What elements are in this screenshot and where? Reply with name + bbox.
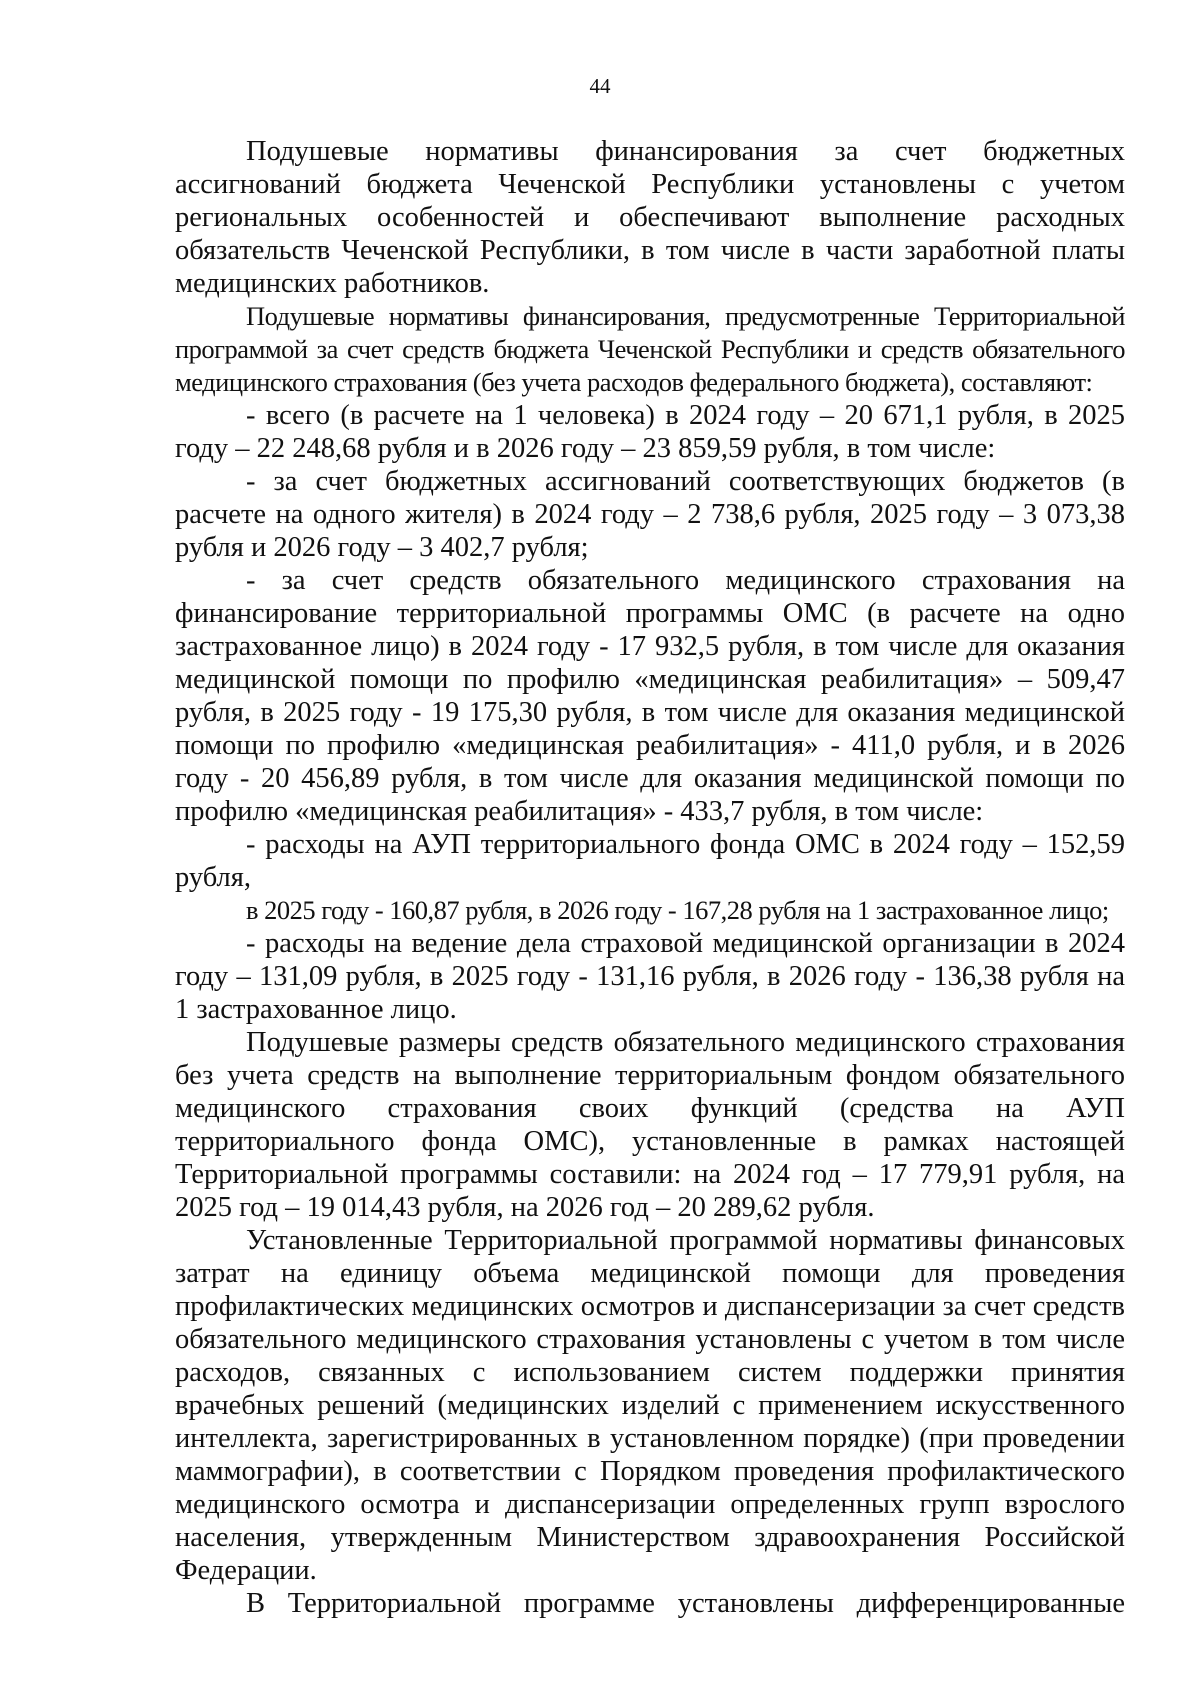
paragraph-per-capita-oms-sizes: Подушевые размеры средств обязательного медицинского страхования без учета средств на выполнение территориальным фондом обязательного медицинского страхования своих функций (средства на АУП территориального фонда ОМС), установленные в рамках настоящей Территориальной программы составили: на 2024 год – 17 779,91 рубля, на 2025 год – 19 014,43 рубля, на 2026 год – 20 289,62 рубля. bbox=[175, 1027, 1125, 1223]
paragraph-financing-norms-composition: Подушевые нормативы финансирования, предусмотренные Территориальной программой за счет средств бюджета Чеченской Республики и средств обязательного медицинского страхования (без учета расходов федерального бюджета), составляют: bbox=[175, 301, 1125, 397]
paragraph-oms-funds: - за счет средств обязательного медицинского страхования на финансирование территориальной программы ОМС (в расчете на одно застрахованное лицо) в 2024 году - 17 932,5 рубля, в том числе для оказания медицинской помощи по профилю «медицинская реабилитация» – 509,47 рубля, в 2025 году - 19 175,30 рубля, в том числе для оказания медицинской помощи по профилю «медицинская реабилитация» - 411,0 рубля, и в 2026 году - 20 456,89 рубля, в том числе для оказания медицинской помощи по профилю «медицинская реабилитация» - 433,7 рубля, в том числе: bbox=[175, 565, 1125, 827]
document-body bbox=[175, 135, 1125, 1620]
paragraph-aup-expenses-continued: в 2025 году - 160,87 рубля, в 2026 году - 167,28 рубля на 1 застрахованное лицо; bbox=[246, 895, 1109, 925]
paragraph-financing-norms-intro: Подушевые нормативы финансирования за счет бюджетных ассигнований бюджета Чеченской Республики установлены с учетом региональных особенностей и обеспечивают выполнение расходных обязательств Чеченской Республики, в том числе в части заработной платы медицинских работников. bbox=[175, 136, 1125, 299]
paragraph-total-per-person: - всего (в расчете на 1 человека) в 2024 году – 20 671,1 рубля, в 2025 году – 22 248,68 рубля и в 2026 году – 23 859,59 рубля, в том числе: bbox=[175, 400, 1125, 464]
paragraph-budget-allocations: - за счет бюджетных ассигнований соответствующих бюджетов (в расчете на одного жителя) в 2024 году – 2 738,6 рубля, 2025 году – 3 073,38 рубля и 2026 году – 3 402,7 рубля; bbox=[175, 466, 1125, 563]
paragraph-insurance-org-expenses: - расходы на ведение дела страховой медицинской организации в 2024 году – 131,09 рубля, в 2025 году - 131,16 рубля, в 2026 году - 136,38 рубля на 1 застрахованное лицо. bbox=[175, 928, 1125, 1025]
paragraph-preventive-exams-costs: Установленные Территориальной программой нормативы финансовых затрат на единицу объема медицинской помощи для проведения профилактических медицинских осмотров и диспансеризации за счет средств обязательного медицинского страхования установлены с учетом в том числе расходов, связанных с использованием систем поддержки принятия врачебных решений (медицинских изделий с применением искусственного интеллекта, зарегистрированных в установленном порядке) (при проведении маммографии), в соответствии с Порядком проведения профилактического медицинского осмотра и диспансеризации определенных групп взрослого населения, утвержденным Министерством здравоохранения Российской Федерации. bbox=[175, 1225, 1125, 1586]
paragraph-differentiated-norms: В Территориальной программе установлены дифференцированные bbox=[246, 1588, 1125, 1619]
page-number: 44 bbox=[589, 74, 611, 98]
paragraph-aup-expenses: - расходы на АУП территориального фонда ОМС в 2024 году – 152,59 рубля, bbox=[175, 829, 1125, 893]
